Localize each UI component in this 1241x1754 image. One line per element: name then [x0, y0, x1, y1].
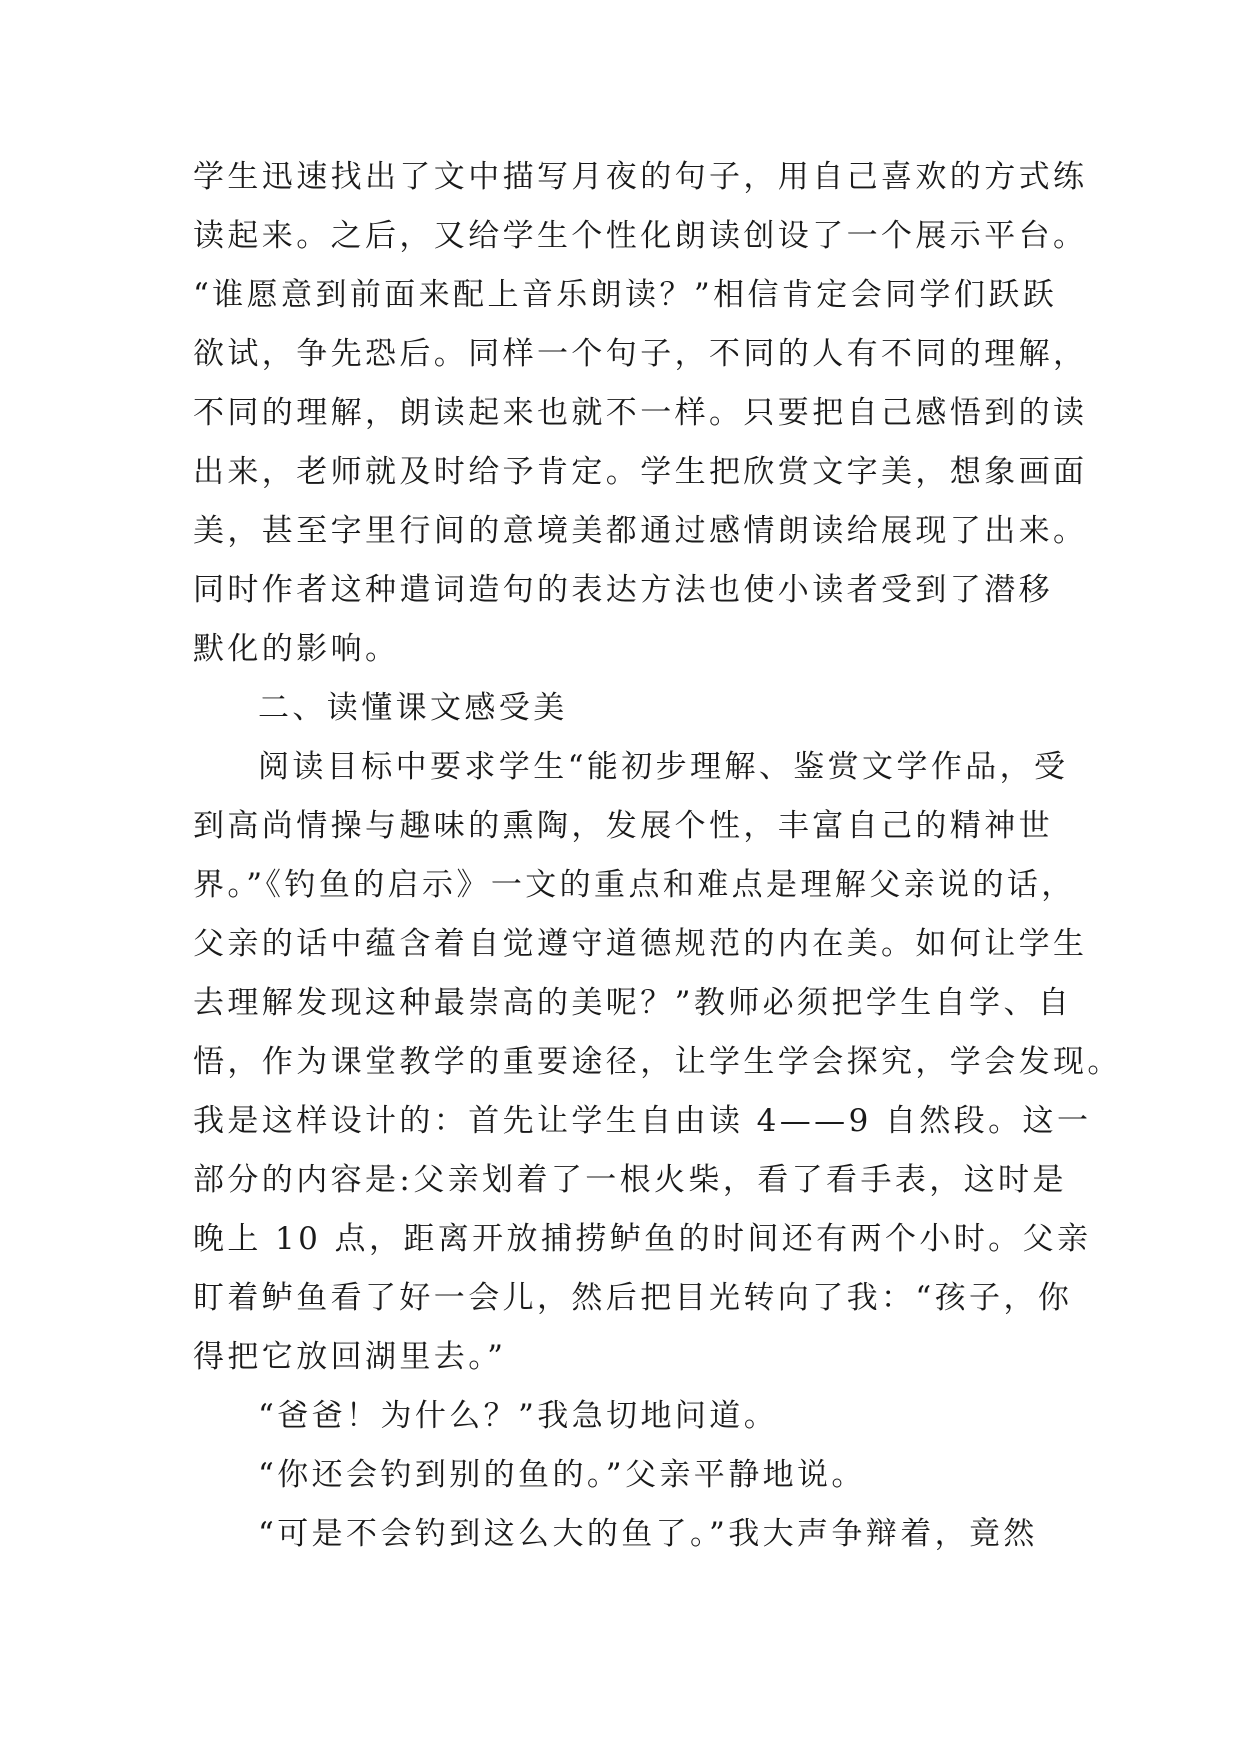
text-line: 晚上 10 点，距离开放捕捞鲈鱼的时间还有两个小时。父亲	[193, 1221, 1092, 1257]
text-line: 去理解发现这种最崇高的美呢？”教师必须把学生自学、自	[193, 985, 1073, 1021]
text-line: 欲试，争先恐后。同样一个句子，不同的人有不同的理解，	[193, 336, 1088, 372]
text-line: 学生迅速找出了文中描写月夜的句子，用自己喜欢的方式练	[193, 159, 1088, 195]
text-line: 部分的内容是:父亲划着了一根火柴，看了看手表，这时是	[193, 1162, 1067, 1198]
text-line: 同时作者这种遣词造句的表达方法也使小读者受到了潜移	[193, 572, 1053, 608]
text-line: 不同的理解，朗读起来也就不一样。只要把自己感悟到的读	[193, 395, 1088, 431]
text-line: 盯着鲈鱼看了好一会儿，然后把目光转向了我：“孩子，你	[193, 1280, 1073, 1316]
text-line: “可是不会钓到这么大的鱼了。”我大声争辩着，竟然	[258, 1516, 1038, 1552]
text-line: “谁愿意到前面来配上音乐朗读？”相信肯定会同学们跃跃	[193, 277, 1058, 313]
text-line: 阅读目标中要求学生“能初步理解、鉴赏文学作品，受	[258, 749, 1069, 785]
text-line: 我是这样设计的：首先让学生自由读 4——9 自然段。这一	[193, 1103, 1092, 1139]
text-line: 得把它放回湖里去。”	[193, 1339, 507, 1375]
text-line: 界。”《钓鱼的启示》一文的重点和难点是理解父亲说的话，	[193, 867, 1076, 903]
text-line: 父亲的话中蕴含着自觉遵守道德规范的内在美。如何让学生	[193, 926, 1088, 962]
text-line: “你还会钓到别的鱼的。”父亲平静地说。	[258, 1457, 866, 1493]
section-heading: 二、读懂课文感受美	[258, 690, 568, 726]
text-line: 读起来。之后，又给学生个性化朗读创设了一个展示平台。	[193, 218, 1088, 254]
text-line: 出来，老师就及时给予肯定。学生把欣赏文字美，想象画面	[193, 454, 1088, 490]
text-line: 到高尚情操与趣味的熏陶，发展个性，丰富自己的精神世	[193, 808, 1053, 844]
text-line: 美，甚至字里行间的意境美都通过感情朗读给展现了出来。	[193, 513, 1088, 549]
text-line: 悟，作为课堂教学的重要途径，让学生学会探究，学会发现。	[193, 1044, 1122, 1080]
text-line: “爸爸！为什么？”我急切地问道。	[258, 1398, 779, 1434]
text-line: 默化的影响。	[193, 631, 400, 667]
